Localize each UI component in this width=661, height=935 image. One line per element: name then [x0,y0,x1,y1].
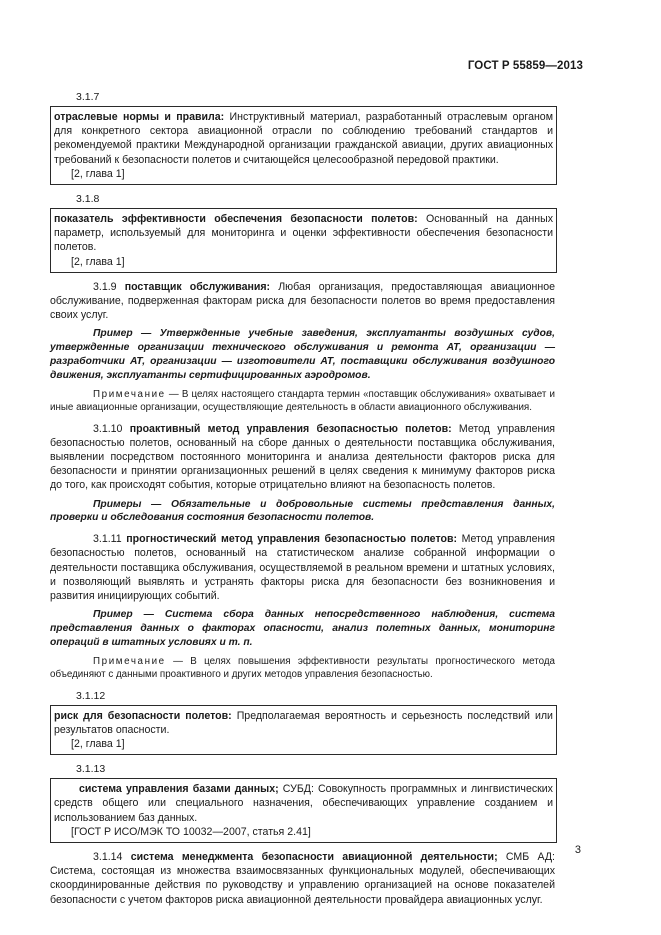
term-note-3-1-11: Примечание — В целях повышения эффективности результаты прогностического метода объединяют с данными проактивного и других методов управления безопасностью. [50,655,555,681]
term-paragraph-3-1-11 [50,532,555,603]
term-reference: [2, глава 1] [71,738,125,751]
term-definition: Любая организация, предоставляющая авиационное обслуживание, подверженная факторам риска для безопасности полетов во время предоставления своих услуг. [50,280,555,322]
term-note-3-1-9: Примечание — В целях настоящего стандарта термин «поставщик обслуживания» охватывает и иные авиационные организации, осуществляющие деятельность в области авиационного обслуживания. [50,388,555,414]
term-title: показатель эффективности обеспечения безопасности полетов: [54,213,418,226]
term-definition: Предполагаемая вероятность и серьезность последствий или результатов опасности. [54,709,553,736]
terms-list [50,90,580,907]
term-definition: СУБД: Совокупность программных и лингвистических средств общего или специального назначения, обеспечивающих управление созданием и использованием баз данных. [54,783,553,824]
term-definition: Метод управления безопасностью полетов, основанный на сборе данных о деятельности поставщика обслуживания, выявлении посредством постоянного мониторинга и анализа деятельности факторов риска для безопасности и принятии организационных решений в целях сведения к минимуму факторов риска до того, как происходят события, которые отрицательно влияют на безопасность полетов. [50,422,555,492]
term-example-3-1-10: Примеры — Обязательные и добровольные системы представления данных, проверки и обследования состояния безопасности полетов. [50,498,555,524]
term-number-3-1-7: 3.1.7 [76,91,100,103]
note-label: Примечание [93,388,166,400]
term-title: риск для безопасности полетов: [54,709,232,722]
term-definition: Основанный на данных параметр, используемый для мониторинга и оценки эффективности обеспечения безопасности полетов. [54,213,553,254]
term-paragraph-3-1-14 [50,850,555,907]
term-title: система управления базами данных; [79,783,279,796]
term-reference: [ГОСТ Р ИСО/МЭК ТО 10032—2007, статья 2.41] [71,825,311,838]
term-definition: СМБ АД: Система, состоящая из множества взаимосвязанных функциональных модулей, обеспечивающих скоординированные действия по руководству и управлению организацией на основе показателей безопасности с учетом факторов риска авиационной деятельности провайдера авиационных услуг. [50,851,556,906]
term-box-3-1-8 [50,208,557,273]
term-number-3-1-12: 3.1.12 [76,689,106,702]
term-number: 3.1.11 [93,533,122,546]
term-paragraph-3-1-9 [50,280,555,323]
term-reference: [2, глава 1] [71,167,125,180]
term-paragraph-3-1-10 [50,422,555,493]
page-number: 3 [574,844,581,856]
term-number-3-1-8: 3.1.8 [76,193,100,206]
term-number-3-1-13: 3.1.13 [76,763,106,776]
term-box-3-1-13 [50,778,557,843]
term-example-3-1-11: Пример — Система сбора данных непосредственного наблюдения, система представления данных о факторах опасности, анализ полетных данных, мониторинг операций в штатных условиях и т. п. [50,609,555,648]
note-label: Примечание [93,655,166,667]
term-title: прогностический метод управления безопасностью полетов: [126,533,457,546]
term-example-3-1-9: Пример — Утвержденные учебные заведения, эксплуатанты воздушных судов, утвержденные организации технического обслуживания и ремонта АТ, организации — разработчики АТ, организации — изготовители АТ, поставщики обслуживания воздушного движения, эксплуатанты сертифицированных аэродромов. [50,328,555,381]
term-number: 3.1.9 [93,280,117,293]
standard-header: ГОСТ Р 55859—2013 [467,60,583,72]
term-box-3-1-7 [50,106,557,185]
term-definition: Инструктивный материал, разработанный отраслевым органом для конкретного сектора авиационной отрасли по соблюдению требований стандартов и рекомендуемой практики Международной организации гражданской авиации, других авиационных требований к безопасности полетов и считающейся целесообразной передовой практики. [54,111,553,166]
term-title: поставщик обслуживания: [124,280,271,293]
term-title: проактивный метод управления безопасностью полетов: [129,422,452,435]
term-title: система менеджмента безопасности авиационной деятельности; [130,851,498,864]
term-reference: [2, глава 1] [71,255,125,268]
term-number: 3.1.10 [93,422,123,435]
term-title: отраслевые нормы и правила: [54,111,225,123]
term-definition: Метод управления безопасностью полетов, основанный на статистическом анализе собранной информации о деятельности поставщика обслуживания, осуществляемой в реальном времени и штатных условиях, и позволяющий выявлять и устранять факторы риска для безопасности без возникновения и развития инициирующих событий. [50,533,555,603]
term-number: 3.1.14 [93,851,123,864]
term-box-3-1-12 [50,705,557,756]
